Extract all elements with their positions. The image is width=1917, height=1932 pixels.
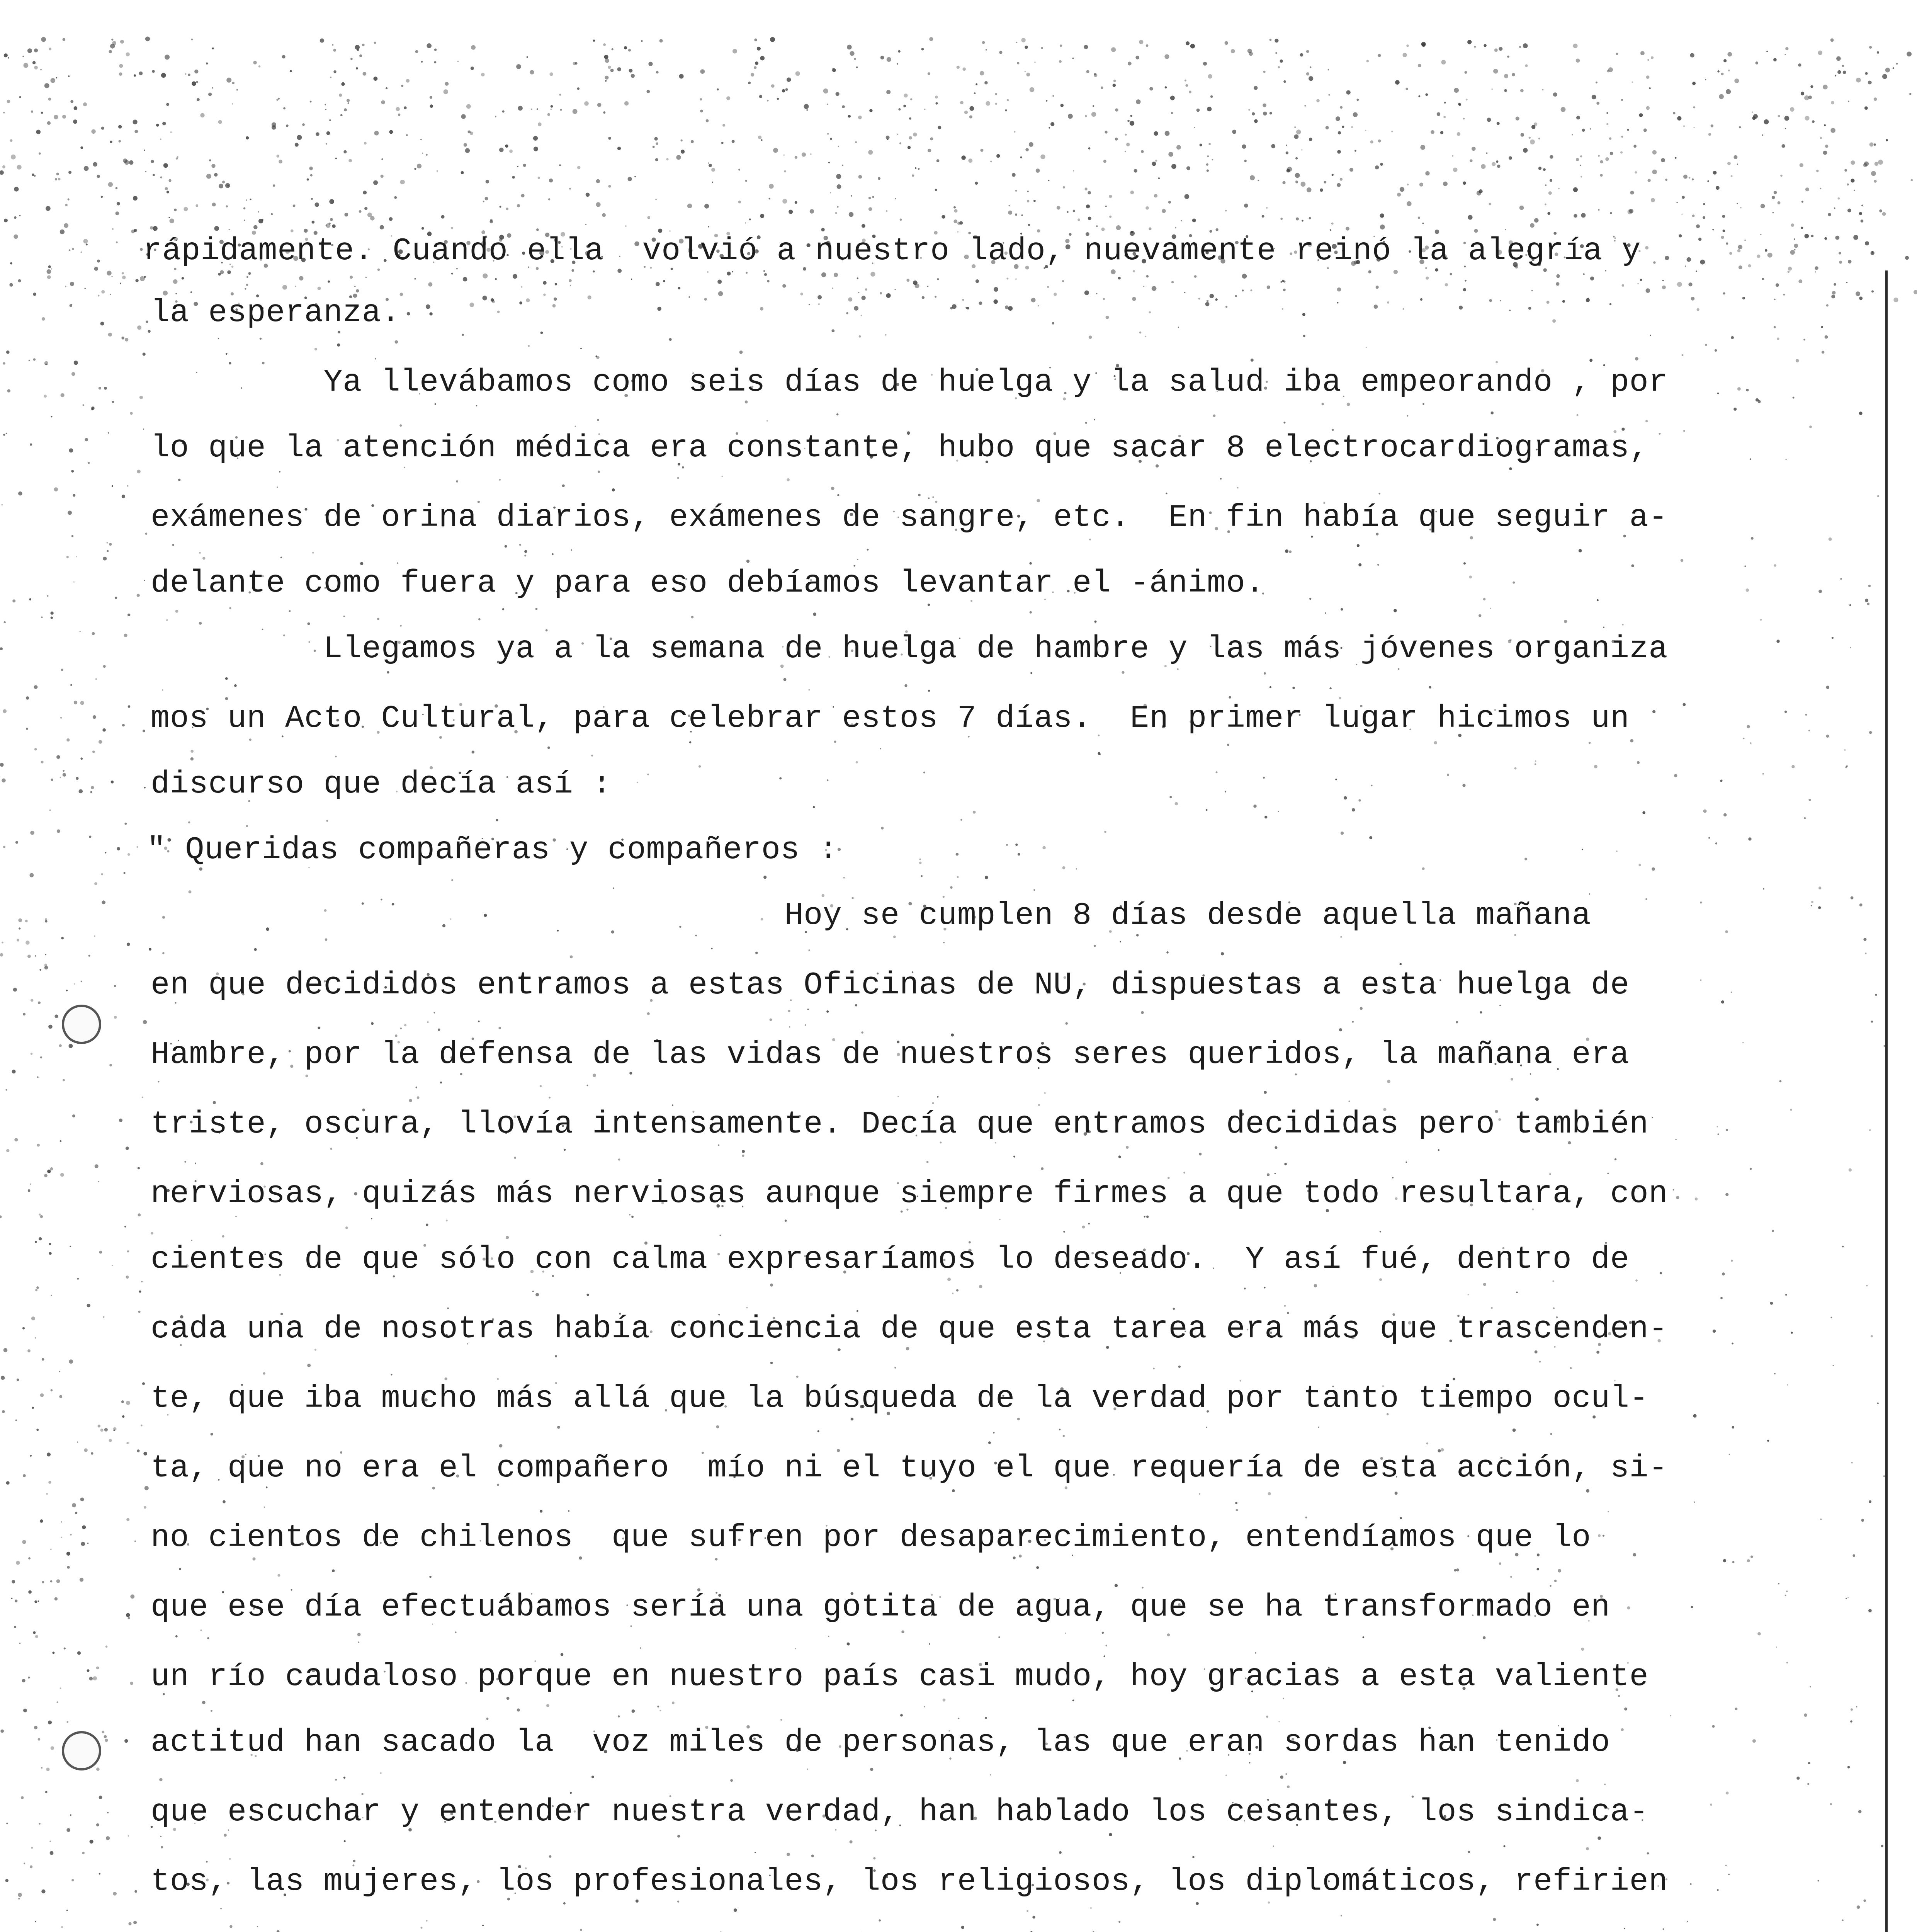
- text-line: ta, que no era el compañero mío ni el tuyo el que requería de esta acción, si-: [151, 1450, 1668, 1486]
- punch-hole-bottom: [62, 1731, 101, 1770]
- text-line: Ya llevábamos como seis días de huelga y la salud iba empeorando , por: [151, 364, 1668, 400]
- text-line: nerviosas, quizás más nerviosas aunque siempre firmes a que todo resultara, con: [151, 1176, 1668, 1212]
- text-line: un río caudaloso porque en nuestro país casi mudo, hoy gracias a esta valiente: [151, 1659, 1649, 1695]
- text-line: tos, las mujeres, los profesionales, los religiosos, los diplomáticos, refirien: [151, 1864, 1668, 1900]
- text-line: te, que iba mucho más allá que la búsqueda de la verdad por tanto tiempo ocul-: [151, 1381, 1649, 1417]
- text-line: en que decididos entramos a estas Oficinas de NU, dispuestas a esta huelga de: [151, 967, 1630, 1003]
- text-line: cientes de que sólo con calma expresaríamos lo deseado. Y así fué, dentro de: [151, 1242, 1630, 1277]
- text-line: que ese día efectuábamos sería una gotita de agua, que se ha transformado en: [151, 1589, 1610, 1625]
- text-line: rápidamente. Cuando ella volvió a nuestro lado, nuevamente reinó la alegría y: [143, 233, 1641, 269]
- text-line: lo que la atención médica era constante, hubo que sacar 8 electrocardiogramas,: [151, 430, 1649, 466]
- right-margin-line: [1885, 270, 1888, 1932]
- text-line: exámenes de orina diarios, exámenes de sangre, etc. En fin había que seguir a-: [151, 500, 1668, 536]
- text-line: Llegamos ya a la semana de huelga de hambre y las más jóvenes organiza: [151, 631, 1668, 667]
- text-line: actitud han sacado la voz miles de personas, las que eran sordas han tenido: [151, 1725, 1610, 1760]
- text-line: delante como fuera y para eso debíamos levantar el -ánimo.: [151, 565, 1265, 601]
- text-line: " Queridas compañeras y compañeros :: [147, 832, 838, 868]
- text-line: que escuchar y entender nuestra verdad, han hablado los cesantes, los sindica-: [151, 1794, 1649, 1830]
- text-line: mos un Acto Cultural, para celebrar estos 7 días. En primer lugar hicimos un: [151, 701, 1630, 736]
- text-line: Hambre, por la defensa de las vidas de nuestros seres queridos, la mañana era: [151, 1037, 1630, 1073]
- text-line: discurso que decía así :: [151, 766, 612, 802]
- punch-hole-top: [62, 1005, 101, 1044]
- text-line: no cientos de chilenos que sufren por desaparecimiento, entendíamos que lo: [151, 1520, 1591, 1556]
- text-line: Hoy se cumplen 8 días desde aquella mañana: [151, 898, 1591, 934]
- text-line: triste, oscura, llovía intensamente. Decía que entramos decididas pero también: [151, 1106, 1649, 1142]
- text-line: la esperanza.: [151, 295, 401, 331]
- text-line: cada una de nosotras había conciencia de que esta tarea era más que trascenden-: [151, 1311, 1668, 1347]
